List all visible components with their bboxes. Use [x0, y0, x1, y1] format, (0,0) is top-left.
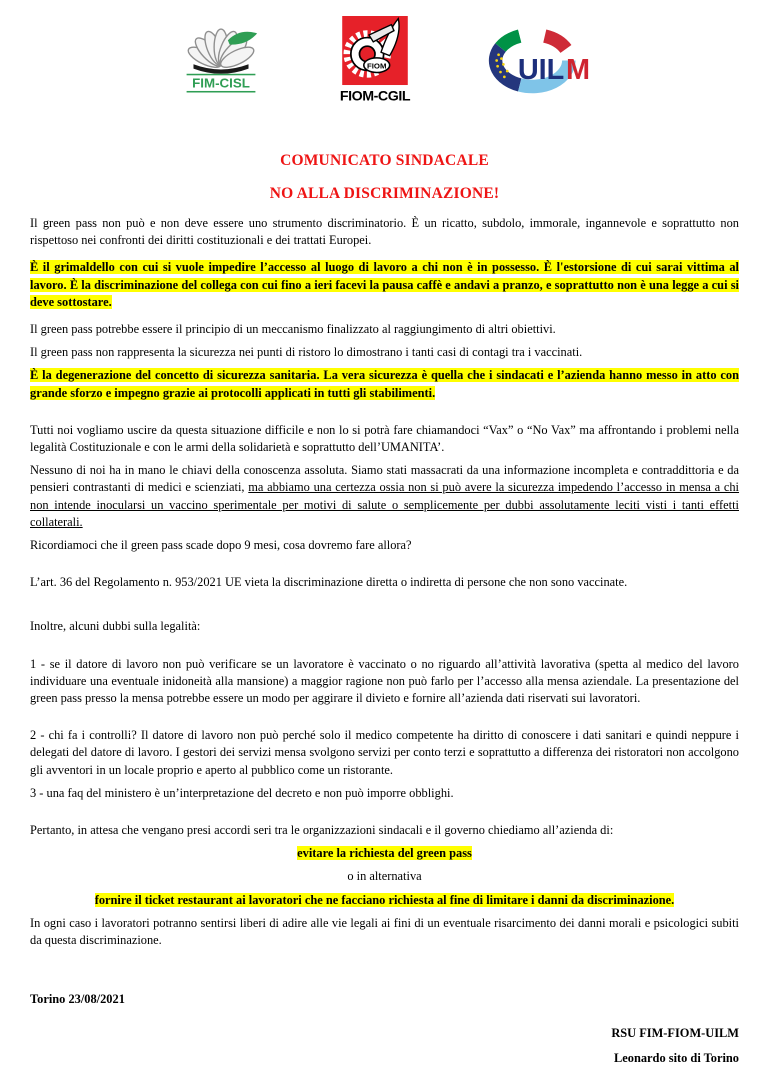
union-logos-header — [30, 0, 739, 104]
request-evitare-highlighted: evitare la richiesta del green pass — [297, 846, 472, 861]
communique-title: COMUNICATO SINDACALE — [280, 152, 489, 169]
request-ticket-highlighted: fornire il ticket restaurant ai lavoratori che ne facciano richiesta al fine di limitare i danni da discriminazione. — [94, 892, 675, 907]
paragraph-art36: L’art. 36 del Regolamento n. 953/2021 UE vieta la discriminazione diretta o indiretta di persone che non sono vaccinate. — [30, 575, 628, 590]
date-line: Torino 23/08/2021 — [30, 992, 125, 1007]
line-alternativa: o in alternativa — [347, 869, 422, 884]
paragraph-punto-1: 1 - se il datore di lavoro non può verificare se un lavoratore è vaccinato o no riguardo all’attività lavorativa (spetta al medico del lavoro individuare una eventuale inidoneità alla mansione) a maggior ragione non può farlo per l’accesso alla mensa aziendale. La presentazione del green pass presso la mensa potrebbe essere un modo per aggirare il divieto e fornire all’azienda dati riservati sui lavoratori. — [30, 656, 739, 706]
paragraph-meccanismo: Il green pass potrebbe essere il principio di un meccanismo finalizzato al raggiungimento di altri obiettivi. — [30, 322, 556, 337]
paragraph-grimaldello-highlighted: È il grimaldello con cui si vuole impedire l’accesso al luogo di lavoro a chi non è in possesso. È l'estorsione di cui sarai vittima al lavoro. È la discriminazione del collega con cui fino a ieri facevi la pausa caffè e andavi a pranzo, e soprattutto non è una legge a cui si deve sottostare. — [30, 260, 739, 309]
fim-cisl-logo-icon — [178, 23, 264, 97]
paragraph-sicurezza-ristoro: Il green pass non rappresenta la sicurezza nei punti di ristoro lo dimostrano i tanti casi di contagi tra i vaccinati. — [30, 345, 583, 360]
paragraph-punto-3: 3 - una faq del ministero è un’interpretazione del decreto e non può imporre obblighi. — [30, 785, 454, 800]
signature-rsu: RSU FIM-FIOM-UILM — [611, 1025, 739, 1040]
paragraph-inoltre: Inoltre, alcuni dubbi sulla legalità: — [30, 619, 201, 634]
communique-headings — [30, 152, 739, 203]
uilm-logo-icon — [486, 22, 592, 99]
fiom-badge-label: FIOM — [366, 61, 386, 71]
paragraph-vie-legali: In ogni caso i lavoratori potranno sentirsi liberi di adire alle vie legali ai fini di un eventuale risarcimento dei danni morali e psicologici subiti da questa discriminazione. — [30, 915, 739, 948]
paragraph-intro: Il green pass non può e non deve essere uno strumento discriminatorio. È un ricatto, subdolo, immorale, ingannevole e soprattutto non rispettoso nei confronti dei diritti costituzionali e dei trattati Europei. — [30, 216, 739, 248]
fiom-cgil-logo-label: FIOM-CGIL — [339, 88, 410, 104]
paragraph-nessuno — [30, 462, 739, 531]
uilm-m-logo-label: M — [565, 53, 590, 86]
paragraph-punto-2: 2 - chi fa i controlli? Il datore di lavoro non può perché solo il medico competente ha diritto di conoscere i dati sanitari e quindi neppure i delegati del datore di lavoro. I gestori dei servizi mensa svolgono servizi per conto terzi e soprattutto a differenza dei ristoratori non accolgono gli avventori in un locale proprio e aperto al pubblico come un ristorante. — [30, 728, 739, 777]
paragraph-ricordiamoci: Ricordiamoci che il green pass scade dopo 9 mesi, cosa dovremo fare allora? — [30, 538, 412, 553]
paragraph-degenerazione-highlighted: È la degenerazione del concetto di sicurezza sanitaria. La vera sicurezza è quella che i sindacati e l’azienda hanno messo in atto con grande sforzo e impegno grazie ai protocolli applicati in tutti gli stabilimenti. — [30, 368, 739, 400]
signature-site: Leonardo sito di Torino — [614, 1050, 739, 1065]
uil-logo-label: UIL — [517, 53, 564, 86]
paragraph-nessuno-plain: Nessuno di noi ha in mano le chiavi della conoscenza assoluta. Siamo stati massacrati da una informazione incompleta e contraddittoria e da pensieri contrastanti di medici e scienziati, — [30, 463, 739, 495]
fiom-cgil-logo-icon — [336, 16, 414, 104]
communique-body — [30, 215, 739, 1067]
paragraph-tutti-noi: Tutti noi vogliamo uscire da questa situazione difficile e non lo si potrà fare chiamandoci “Vax” o “No Vax” ma affrontando i problemi nella legalità Costituzionale e con le armi della solidarietà e soprattutto dell’UMANITA’. — [30, 422, 739, 455]
paragraph-nessuno-underlined: ma abbiamo una certezza ossia non si può avere la sicurezza impedendo l’accesso in mensa a chi non intende inocularsi un vaccino sperimentale per motivi di salute o semplicemente per dubbi assolutamente leciti visti i tanti effetti collaterali. — [30, 480, 740, 529]
fim-cisl-logo-label: FIM-CISL — [191, 75, 250, 91]
communique-subtitle: NO ALLA DISCRIMINAZIONE! — [269, 185, 500, 202]
paragraph-pertanto: Pertanto, in attesa che vengano presi accordi seri tra le organizzazioni sindacali e il governo chiediamo all’azienda di: — [30, 823, 614, 838]
